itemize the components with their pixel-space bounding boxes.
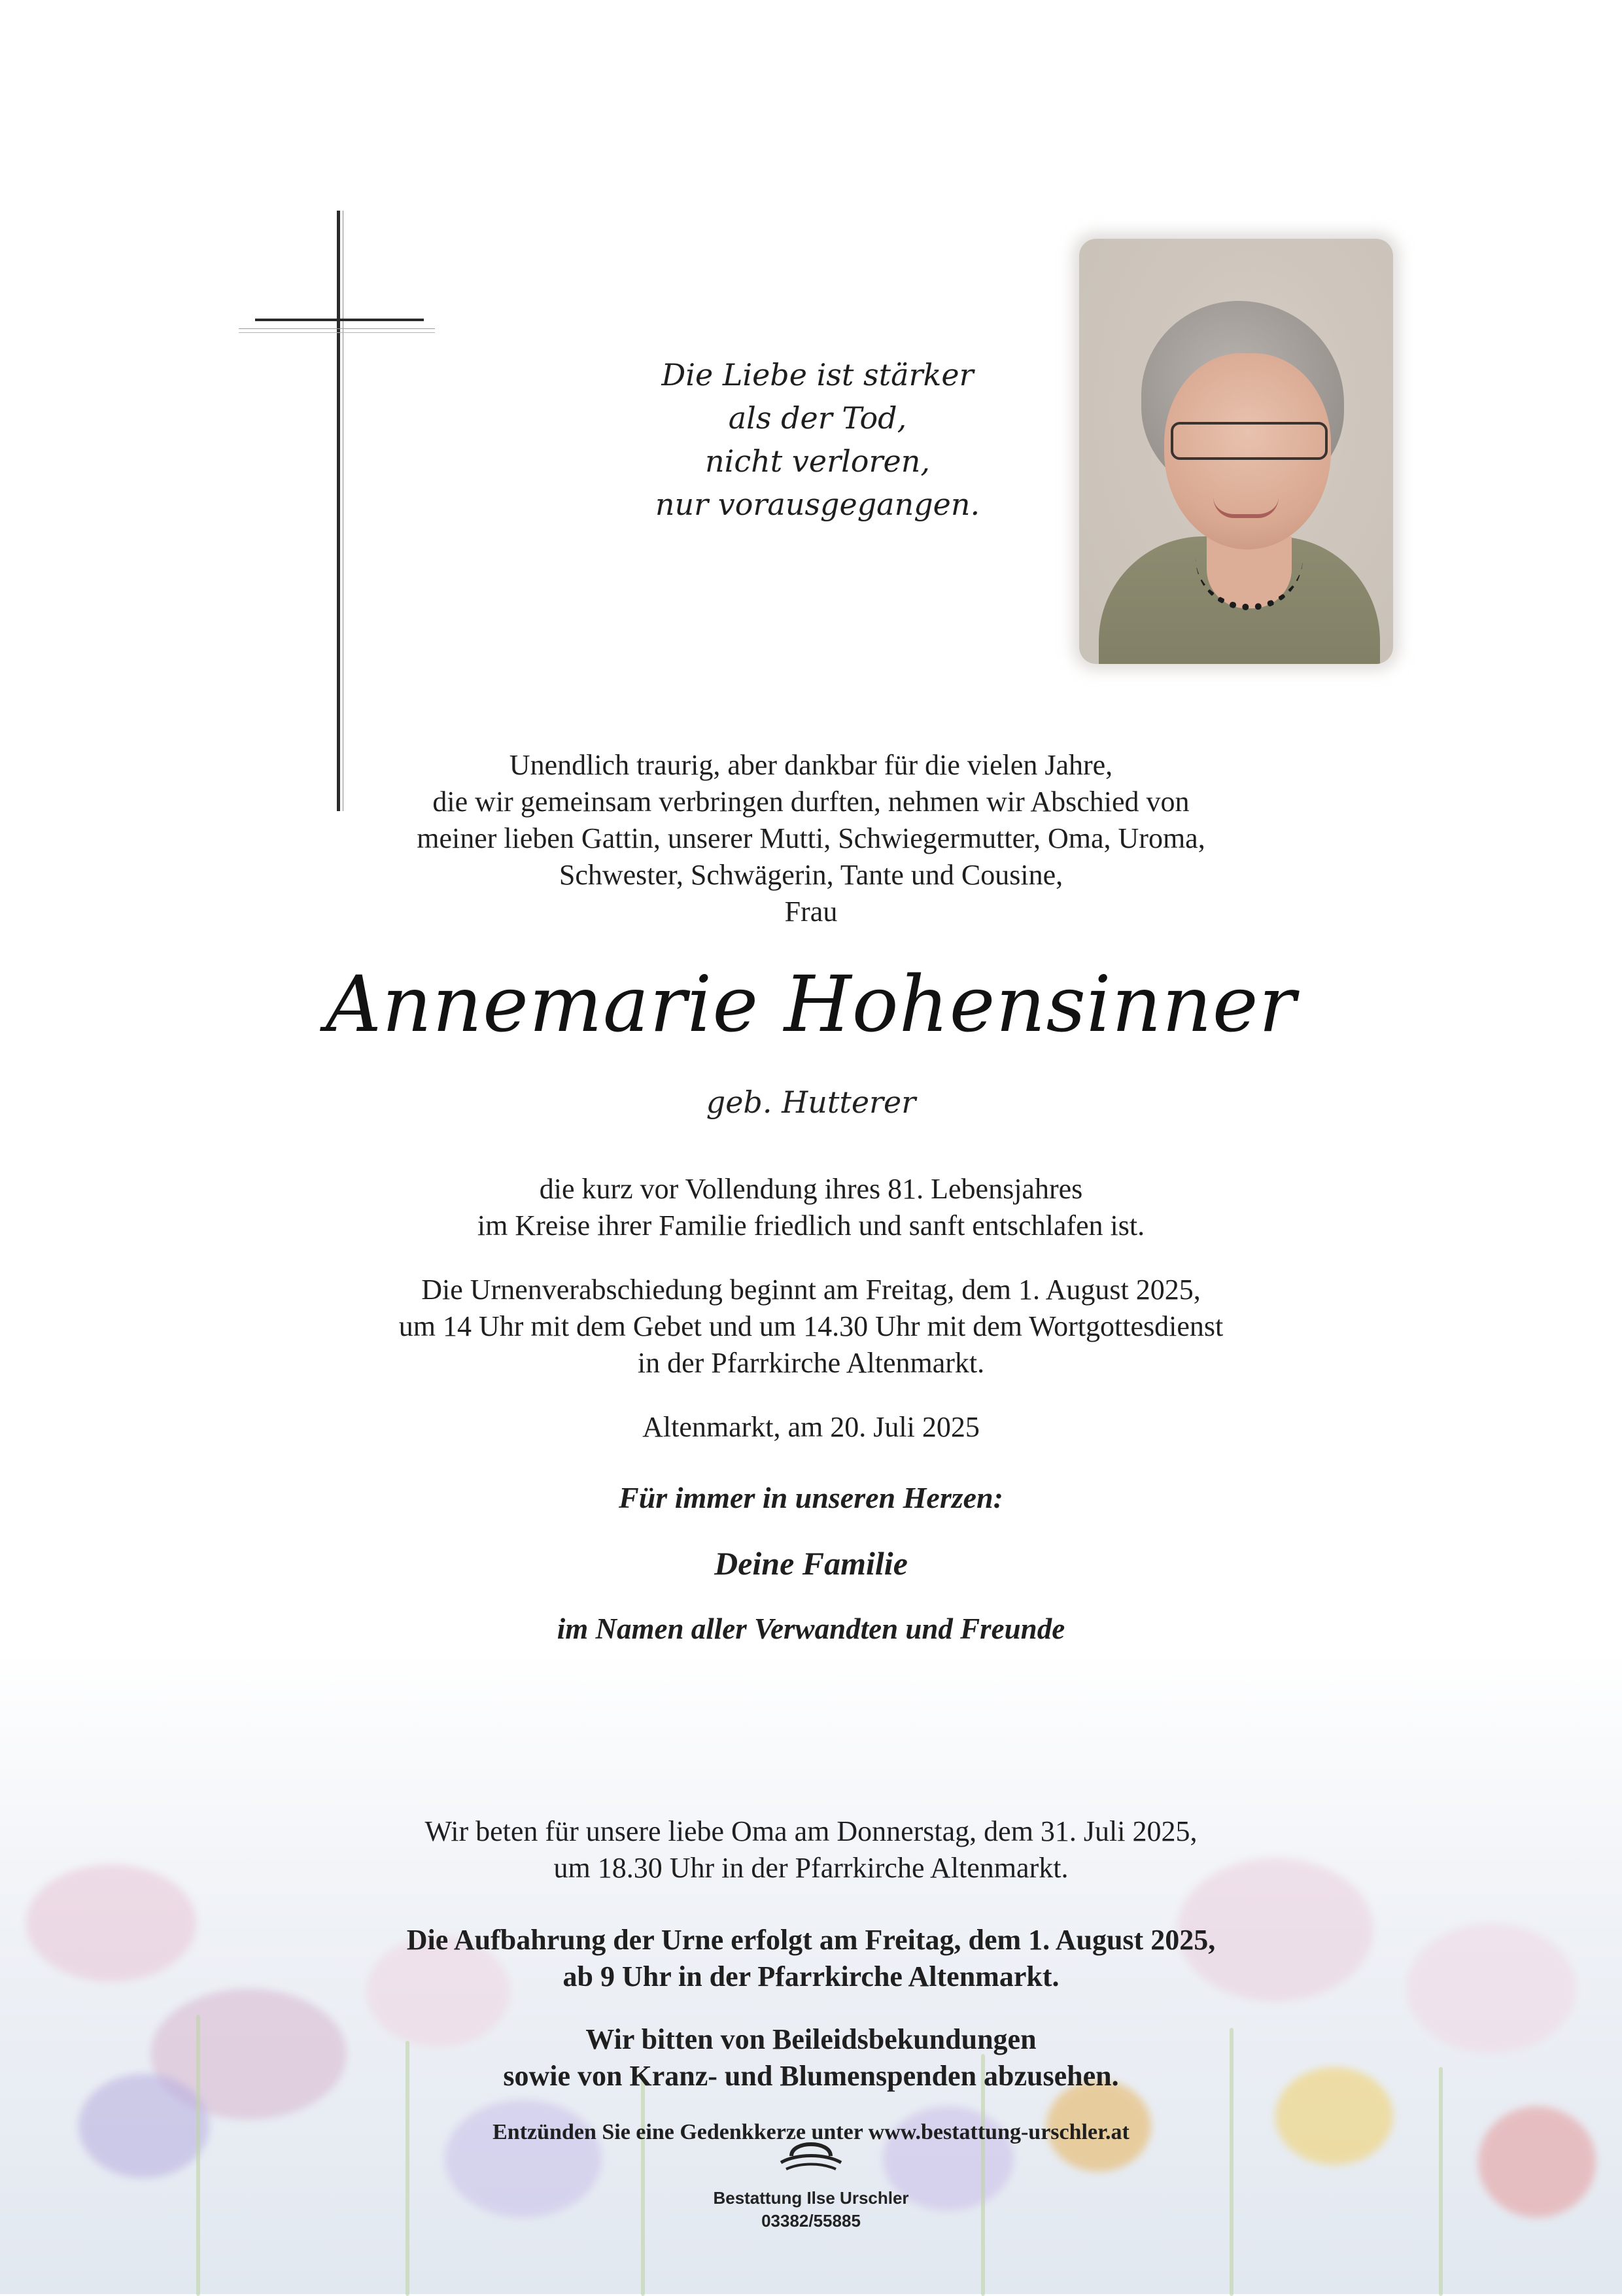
ceremony-line: in der Pfarrkirche Altenmarkt. (637, 1347, 985, 1379)
viewing-text (0, 1922, 1622, 1995)
condolences-text (0, 2021, 1622, 2095)
passing-line: im Kreise ihrer Familie friedlich und sanft entschlafen ist. (477, 1209, 1145, 1242)
ceremony-line: Die Urnenverabschiedung beginnt am Freitag, dem 1. August 2025, (421, 1274, 1201, 1306)
funeral-home-phone: 03382/55885 (761, 2211, 861, 2231)
intro-line: die wir gemeinsam verbringen durften, nehmen wir Abschied von (432, 786, 1190, 818)
passing-text (0, 1171, 1622, 1244)
birth-name: geb. Hutterer (706, 1085, 916, 1120)
prayer-text (0, 1813, 1622, 1887)
motto-line: Die Liebe ist stärker (661, 357, 974, 392)
cross-bar (255, 319, 424, 321)
motto-line: nur vorausgegangen. (655, 487, 980, 522)
ceremony-line: um 14 Uhr mit dem Gebet und um 14.30 Uhr mit dem Wortgottesdienst (398, 1310, 1224, 1342)
condolences-line: sowie von Kranz- und Blumenspenden abzusehen. (503, 2060, 1119, 2092)
relatives-line: im Namen aller Verwandten und Freunde (557, 1612, 1065, 1645)
prayer-line: Wir beten für unsere liebe Oma am Donnerstag, dem 31. Juli 2025, (424, 1815, 1198, 1847)
intro-text (0, 747, 1622, 930)
funeral-home-name: Bestattung Ilse Urschler (713, 2188, 909, 2208)
intro-line: Unendlich traurig, aber dankbar für die vielen Jahre, (509, 749, 1113, 781)
motto (510, 353, 1125, 526)
motto-line: als der Tod, (728, 400, 907, 436)
viewing-line: Die Aufbahrung der Urne erfolgt am Freitag, dem 1. August 2025, (406, 1924, 1216, 1956)
cross-bar-line (239, 332, 435, 333)
intro-line: Frau (784, 896, 838, 928)
passing-line: die kurz vor Vollendung ihres 81. Lebensjahres (539, 1173, 1083, 1205)
cross-icon (337, 211, 340, 811)
ceremony-text (0, 1272, 1622, 1382)
cross-bar-line (239, 328, 435, 329)
forever-line: Für immer in unseren Herzen: (619, 1481, 1003, 1514)
portrait-glasses (1171, 422, 1328, 460)
place-date: Altenmarkt, am 20. Juli 2025 (642, 1411, 980, 1443)
prayer-line: um 18.30 Uhr in der Pfarrkirche Altenmarkt. (553, 1852, 1069, 1884)
motto-line: nicht verloren, (705, 444, 930, 479)
memorial-candle-link[interactable]: Entzünden Sie eine Gedenkkerze unter www.bestattung-urschler.at (492, 2120, 1130, 2144)
funeral-home-logo-icon (777, 2134, 845, 2173)
deceased-name: Annemarie Hohensinner (325, 959, 1297, 1049)
viewing-line: ab 9 Uhr in der Pfarrkirche Altenmarkt. (562, 1960, 1060, 1992)
portrait-photo (1079, 239, 1393, 664)
intro-line: Schwester, Schwägerin, Tante und Cousine, (559, 859, 1063, 891)
family-signature: Deine Familie (714, 1545, 908, 1582)
condolences-line: Wir bitten von Beileidsbekundungen (585, 2023, 1037, 2055)
intro-line: meiner lieben Gattin, unserer Mutti, Schwiegermutter, Oma, Uroma, (417, 822, 1205, 854)
